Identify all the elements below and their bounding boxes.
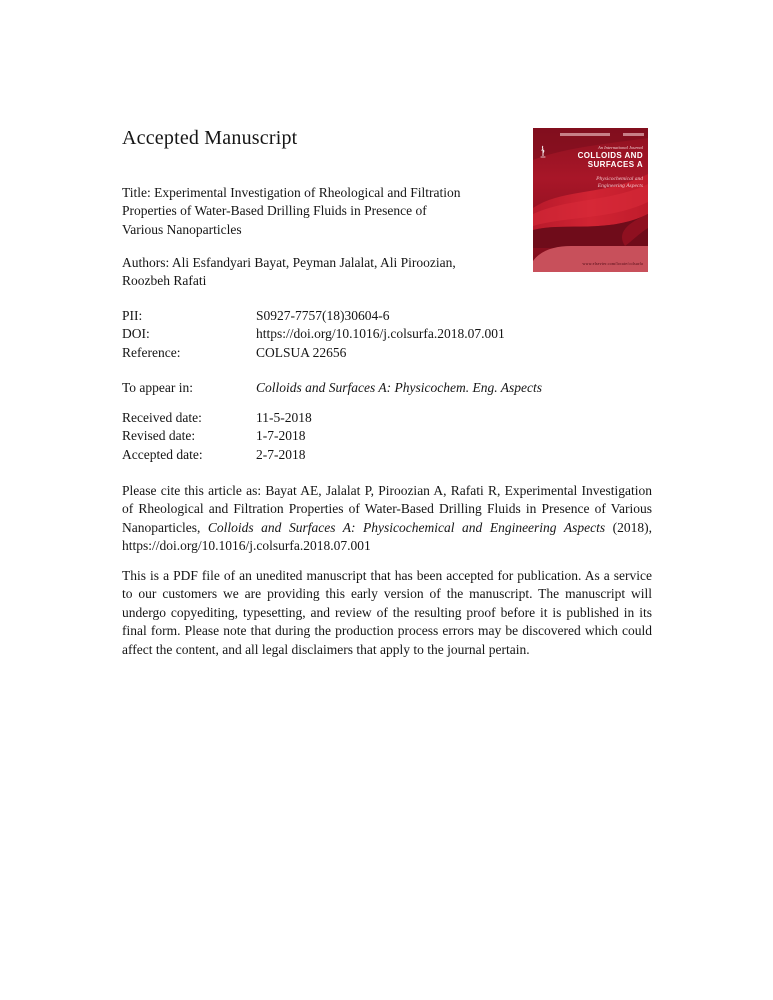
accepted-date-row xyxy=(122,446,652,464)
accepted-date-label: Accepted date: xyxy=(122,446,203,462)
accepted-manuscript-heading: Accepted Manuscript xyxy=(122,127,298,149)
received-date-value: 11-5-2018 xyxy=(256,410,312,425)
received-date-row xyxy=(122,409,652,427)
reference-row xyxy=(122,344,652,362)
cover-tagline: An International Journal xyxy=(598,145,643,150)
cover-masthead-volume-text xyxy=(560,133,610,136)
elsevier-tree-logo-icon xyxy=(538,145,548,158)
cover-journal-title-line2: SURFACES A xyxy=(587,160,643,169)
reference-label: Reference: xyxy=(122,344,181,360)
citation-journal-name: Colloids and Surfaces A: Physicochemical and Engineering Aspects xyxy=(207,519,606,535)
dates-block xyxy=(122,409,652,464)
to-appear-label: To appear in: xyxy=(122,380,194,395)
cover-journal-subtitle-line1: Physicochemical and xyxy=(596,176,643,182)
to-appear-row xyxy=(122,379,652,397)
doi-link[interactable]: https://doi.org/10.1016/j.colsurfa.2018.07.001 xyxy=(256,326,505,342)
cover-journal-subtitle-line2: Engineering Aspects xyxy=(597,183,643,189)
authors-block xyxy=(122,254,652,291)
article-title xyxy=(122,184,652,239)
accepted-date-value: 2-7-2018 xyxy=(256,446,306,462)
to-appear-block xyxy=(122,379,652,397)
cover-journal-title-line1: COLLOIDS AND xyxy=(577,151,643,160)
to-appear-journal-name: Colloids and Surfaces A: Physicochem. Eng. Aspects xyxy=(256,380,542,395)
pii-row xyxy=(122,307,652,325)
pii-label: PII: xyxy=(122,308,143,323)
citation-doi-link[interactable]: (2018), https://doi.org/10.1016/j.colsurfa.2018.07.001 xyxy=(122,519,652,554)
cover-footer-url: www.elsevier.com/locate/colsurfa xyxy=(582,261,643,266)
revised-date-value: 1-7-2018 xyxy=(256,428,306,444)
article-title-line3: Various Nanoparticles xyxy=(122,221,242,237)
authors-line1: Authors: Ali Esfandyari Bayat, Peyman Jalalat, Ali Piroozian, xyxy=(122,255,456,270)
identifier-block xyxy=(122,307,652,362)
revised-date-row xyxy=(122,427,652,445)
disclaimer-paragraph: This is a PDF file of an unedited manuscript that has been accepted for publication. As a service to our customers we are providing this early version of the manuscript. The manuscript will undergo copyediting, typesetting, and review of the resulting proof before it is published in its final form. Please note that during the production process errors may be discovered which could affect the content, and all legal disclaimers that apply to the journal pertain. xyxy=(122,568,652,657)
citation-text: Please cite this article as: Bayat AE, Jalalat P, Piroozian A, Rafati R, Experimental Investigation of Rheological and Filtration Properties of Water-Based Drilling Fluids in Presence of Various Nanoparticles, xyxy=(122,483,652,535)
article-title-line2: Properties of Water-Based Drilling Fluids in Presence of xyxy=(122,203,427,219)
citation-paragraph xyxy=(122,482,652,556)
revised-date-label: Revised date: xyxy=(122,428,196,444)
reference-value: COLSUA 22656 xyxy=(256,344,347,360)
article-title-line1: Title: Experimental Investigation of Rheological and Filtration xyxy=(122,185,461,200)
cover-masthead-issn-text xyxy=(623,133,644,136)
pii-value: S0927-7757(18)30604-6 xyxy=(256,308,390,323)
doi-label: DOI: xyxy=(122,326,150,342)
doi-row xyxy=(122,325,652,343)
received-date-label: Received date: xyxy=(122,410,202,425)
authors-line2: Roozbeh Rafati xyxy=(122,273,207,289)
